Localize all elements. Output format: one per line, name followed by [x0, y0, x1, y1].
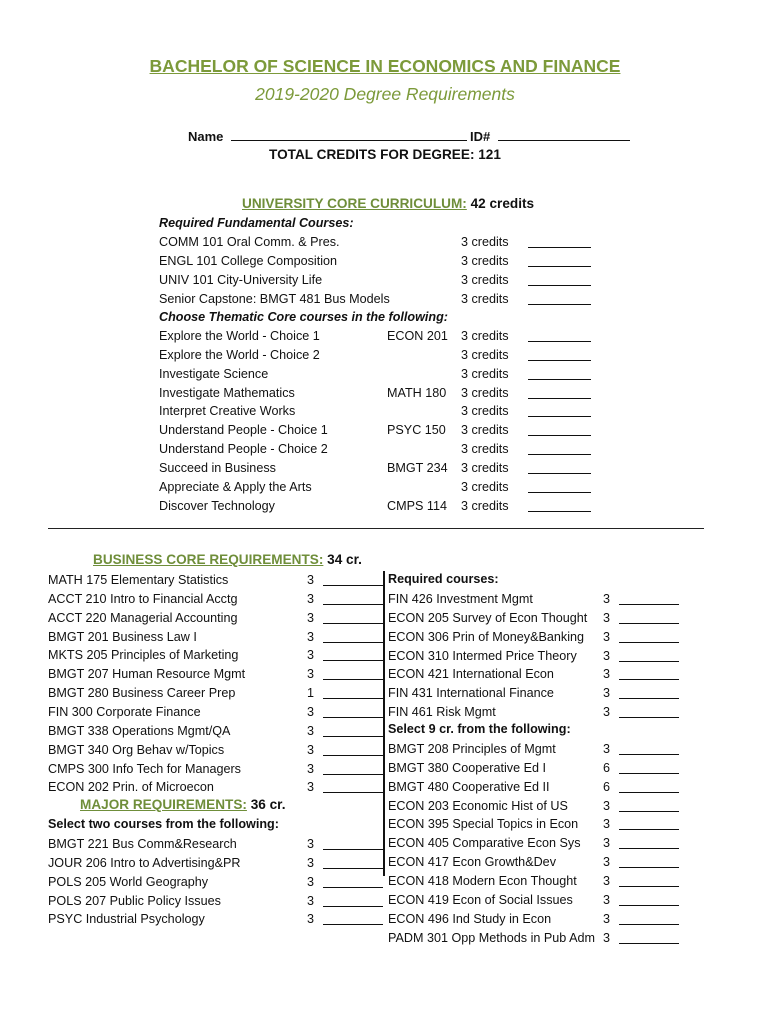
course-code: BMGT 234 — [387, 460, 448, 475]
course-code: MATH 180 — [387, 385, 447, 400]
course-credit-hours: 3 — [307, 742, 315, 757]
course-credit-hours: 3 — [307, 761, 315, 776]
course-credit-hours: 3 — [307, 837, 315, 851]
course-name: ECON 496 Ind Study in Econ — [388, 911, 552, 926]
grade-blank[interactable] — [619, 592, 679, 605]
core-course-row — [0, 421, 770, 440]
course-credit-hours: 3 — [603, 705, 611, 720]
name-field-row — [188, 128, 467, 144]
core-course-row — [0, 402, 770, 421]
course-name: MATH 175 Elementary Statistics — [48, 573, 229, 587]
grade-blank[interactable] — [619, 611, 679, 624]
document-subtitle: 2019-2020 Degree Requirements — [255, 84, 515, 104]
grade-blank[interactable] — [528, 254, 591, 267]
course-name: ECON 202 Prin. of Microecon — [48, 780, 214, 795]
course-credit-hours: 3 — [603, 836, 611, 851]
grade-blank[interactable] — [528, 273, 591, 286]
course-name: Understand People - Choice 1 — [159, 423, 328, 438]
grade-blank[interactable] — [619, 874, 679, 887]
course-code: PSYC 150 — [387, 423, 446, 438]
id-blank[interactable] — [498, 128, 630, 141]
course-credits: 3 credits — [461, 423, 509, 438]
course-credit-hours: 3 — [307, 723, 315, 738]
core-course-row — [0, 478, 770, 497]
course-name: ECON 306 Prin of Money&Banking — [388, 629, 585, 644]
core-heading-label: UNIVERSITY CORE CURRICULUM: — [242, 196, 467, 211]
course-name: ECON 417 Econ Growth&Dev — [388, 855, 556, 870]
document-title: BACHELOR OF SCIENCE IN ECONOMICS AND FINANCE — [149, 56, 621, 76]
core-course-row — [0, 290, 770, 309]
grade-blank[interactable] — [323, 724, 383, 737]
course-credit-hours: 3 — [307, 629, 315, 644]
course-name: POLS 205 World Geography — [48, 874, 209, 889]
grade-blank[interactable] — [619, 705, 679, 718]
course-credits: 3 credits — [461, 253, 509, 268]
core-course-row — [0, 440, 770, 459]
course-name: UNIV 101 City-University Life — [159, 272, 323, 287]
course-credit-hours: 1 — [307, 686, 315, 701]
grade-blank[interactable] — [323, 573, 383, 586]
course-name: Explore the World - Choice 1 — [159, 329, 320, 343]
course-credit-hours: 3 — [307, 610, 315, 625]
business-heading-credits: 34 cr. — [327, 552, 362, 567]
course-name: Succeed in Business — [159, 460, 276, 475]
course-credits: 3 credits — [461, 291, 509, 306]
course-name: FIN 431 International Finance — [388, 686, 554, 701]
course-credit-hours: 3 — [603, 817, 611, 832]
grade-blank[interactable] — [619, 931, 679, 944]
course-row — [0, 815, 770, 834]
grade-blank[interactable] — [619, 799, 679, 812]
course-name: ENGL 101 College Composition — [159, 253, 338, 268]
course-row — [0, 665, 770, 684]
course-credit-hours: 3 — [603, 648, 611, 663]
course-credit-hours: 6 — [603, 779, 611, 794]
course-name: Understand People - Choice 2 — [159, 442, 328, 457]
course-credits: 3 credits — [461, 347, 509, 362]
core-course-row — [0, 346, 770, 365]
course-name: FIN 461 Risk Mgmt — [388, 705, 496, 720]
course-credit-hours: 3 — [307, 780, 315, 795]
grade-blank[interactable] — [528, 499, 591, 512]
course-row — [0, 797, 770, 816]
course-credit-hours: 3 — [603, 686, 611, 701]
name-label: Name — [188, 129, 224, 144]
course-name: Appreciate & Apply the Arts — [159, 479, 312, 494]
course-name: FIN 300 Corporate Finance — [48, 704, 201, 719]
grade-blank[interactable] — [528, 461, 591, 474]
course-credits: 3 credits — [461, 479, 509, 494]
course-name: BMGT 480 Cooperative Ed II — [388, 779, 550, 794]
course-credit-hours: 3 — [603, 911, 611, 926]
course-name: ECON 418 Modern Econ Thought — [388, 873, 577, 888]
grade-blank[interactable] — [528, 442, 591, 455]
grade-blank[interactable] — [619, 855, 679, 868]
major-heading-label: MAJOR REQUIREMENTS: — [80, 797, 247, 812]
grade-blank[interactable] — [619, 761, 679, 774]
grade-blank[interactable] — [528, 423, 591, 436]
core-course-row — [0, 384, 770, 403]
course-credits: 3 credits — [461, 460, 509, 475]
core-course-row — [0, 271, 770, 290]
course-row — [0, 740, 770, 759]
id-field-row — [470, 128, 630, 144]
course-name: PADM 301 Opp Methods in Pub Adm — [388, 930, 595, 945]
business-heading-label: BUSINESS CORE REQUIREMENTS: — [93, 552, 324, 567]
course-credits: 3 credits — [461, 235, 509, 249]
major-heading-credits: 36 cr. — [250, 797, 286, 812]
course-name: POLS 207 Public Policy Issues — [48, 893, 221, 908]
core-course-row — [0, 327, 770, 346]
course-credit-hours: 3 — [603, 629, 611, 644]
course-row — [0, 929, 770, 948]
course-row — [0, 853, 770, 872]
course-credit-hours: 3 — [603, 592, 611, 606]
course-row — [0, 891, 770, 910]
course-row — [0, 684, 770, 703]
section-divider — [48, 528, 704, 529]
grade-blank[interactable] — [528, 235, 591, 248]
course-row — [0, 609, 770, 628]
grade-blank[interactable] — [528, 367, 591, 380]
course-credit-hours: 3 — [307, 591, 315, 606]
course-name: ECON 395 Special Topics in Econ — [388, 817, 579, 832]
course-name: ECON 419 Econ of Social Issues — [388, 892, 573, 907]
course-name: ECON 205 Survey of Econ Thought — [388, 610, 588, 625]
course-name: BMGT 221 Bus Comm&Research — [48, 837, 237, 851]
core-course-row — [0, 233, 770, 252]
core-course-row — [0, 252, 770, 271]
grade-blank[interactable] — [619, 742, 679, 755]
course-name: Senior Capstone: BMGT 481 Bus Models — [159, 291, 390, 306]
grade-blank[interactable] — [619, 893, 679, 906]
course-credit-hours: 3 — [307, 667, 315, 682]
course-name: ECON 310 Intermed Price Theory — [388, 648, 577, 663]
grade-blank[interactable] — [619, 686, 679, 699]
course-credit-hours: 3 — [307, 704, 315, 719]
course-name: BMGT 201 Business Law I — [48, 629, 197, 644]
grade-blank[interactable] — [528, 404, 591, 417]
course-name: Explore the World - Choice 2 — [159, 347, 320, 362]
core-heading — [242, 196, 534, 211]
core-heading-credits: 42 credits — [470, 196, 535, 211]
course-row — [0, 722, 385, 741]
grade-blank[interactable] — [619, 667, 679, 680]
grade-blank[interactable] — [528, 329, 591, 342]
course-credits: 3 credits — [461, 404, 509, 419]
grade-blank[interactable] — [619, 630, 679, 643]
fundamental-label: Required Fundamental Courses: — [159, 216, 354, 230]
course-credit-hours: 3 — [603, 873, 611, 888]
course-credit-hours: 3 — [603, 855, 611, 870]
select-two-label: Select two courses from the following: — [48, 817, 279, 831]
course-row — [0, 571, 385, 590]
course-row — [0, 703, 770, 722]
business-heading — [93, 552, 362, 567]
course-row — [0, 628, 770, 647]
course-credit-hours: 3 — [603, 798, 611, 813]
course-name: Discover Technology — [159, 498, 275, 513]
core-course-row — [0, 365, 770, 384]
course-name: FIN 426 Investment Mgmt — [388, 592, 533, 606]
course-credits: 3 credits — [461, 442, 509, 457]
course-credits: 3 credits — [461, 498, 509, 513]
thematic-label: Choose Thematic Core courses in the following: — [159, 310, 448, 324]
course-name: Interpret Creative Works — [159, 404, 296, 419]
course-name: COMM 101 Oral Comm. & Pres. — [159, 235, 340, 249]
course-name: BMGT 340 Org Behav w/Topics — [48, 742, 225, 757]
course-name: MKTS 205 Principles of Marketing — [48, 648, 239, 663]
course-name: CMPS 300 Info Tech for Managers — [48, 761, 241, 776]
course-name: ECON 405 Comparative Econ Sys — [388, 836, 581, 851]
grade-blank[interactable] — [619, 780, 679, 793]
course-credit-hours: 3 — [307, 855, 315, 870]
course-credit-hours: 3 — [307, 573, 315, 587]
grade-blank[interactable] — [528, 292, 591, 305]
course-name: BMGT 280 Business Career Prep — [48, 686, 236, 701]
grade-blank[interactable] — [528, 386, 591, 399]
course-credit-hours: 6 — [603, 760, 611, 775]
course-row — [0, 910, 770, 929]
course-name: Investigate Science — [159, 366, 269, 381]
course-code: ECON 201 — [387, 329, 448, 343]
course-credit-hours: 3 — [603, 610, 611, 625]
course-name: ACCT 220 Managerial Accounting — [48, 610, 238, 625]
grade-blank[interactable] — [619, 649, 679, 662]
core-course-row — [0, 459, 770, 478]
course-credits: 3 credits — [461, 329, 509, 343]
course-row — [0, 872, 770, 891]
course-name: ECON 203 Economic Hist of US — [388, 798, 568, 813]
select-nine-label: Select 9 cr. from the following: — [388, 722, 571, 736]
course-row — [0, 590, 770, 609]
course-name: ECON 421 International Econ — [388, 667, 554, 682]
course-name: BMGT 380 Cooperative Ed I — [388, 760, 546, 775]
total-credits: TOTAL CREDITS FOR DEGREE: 121 — [269, 147, 501, 162]
course-credit-hours: 3 — [603, 742, 611, 756]
course-credit-hours: 3 — [307, 893, 315, 908]
course-credits: 3 credits — [461, 366, 509, 381]
course-row — [0, 759, 770, 778]
course-name: BMGT 338 Operations Mgmt/QA — [48, 723, 231, 738]
course-row — [0, 834, 770, 853]
course-name: Investigate Mathematics — [159, 385, 295, 400]
required-label: Required courses: — [388, 572, 499, 586]
course-credit-hours: 3 — [307, 648, 315, 663]
course-credit-hours: 3 — [603, 667, 611, 682]
course-credit-hours: 3 — [307, 912, 315, 927]
course-name: BMGT 207 Human Resource Mgmt — [48, 667, 246, 682]
grade-blank[interactable] — [528, 348, 591, 361]
course-name: PSYC Industrial Psychology — [48, 912, 205, 927]
grade-blank[interactable] — [619, 836, 679, 849]
course-credits: 3 credits — [461, 272, 509, 287]
course-credit-hours: 3 — [603, 892, 611, 907]
grade-blank[interactable] — [619, 817, 679, 830]
course-code: CMPS 114 — [387, 498, 447, 513]
name-blank[interactable] — [231, 128, 467, 141]
course-credit-hours: 3 — [307, 874, 315, 889]
grade-blank[interactable] — [619, 912, 679, 925]
course-row — [0, 647, 770, 666]
course-name: JOUR 206 Intro to Advertising&PR — [48, 855, 241, 870]
course-credit-hours: 3 — [603, 930, 611, 945]
course-name: BMGT 208 Principles of Mgmt — [388, 742, 556, 756]
course-row — [0, 778, 770, 797]
course-name: ACCT 210 Intro to Financial Acctg — [48, 591, 238, 606]
course-credits: 3 credits — [461, 385, 509, 400]
core-course-row — [0, 497, 770, 516]
grade-blank[interactable] — [528, 480, 591, 493]
id-label: ID# — [470, 129, 491, 144]
